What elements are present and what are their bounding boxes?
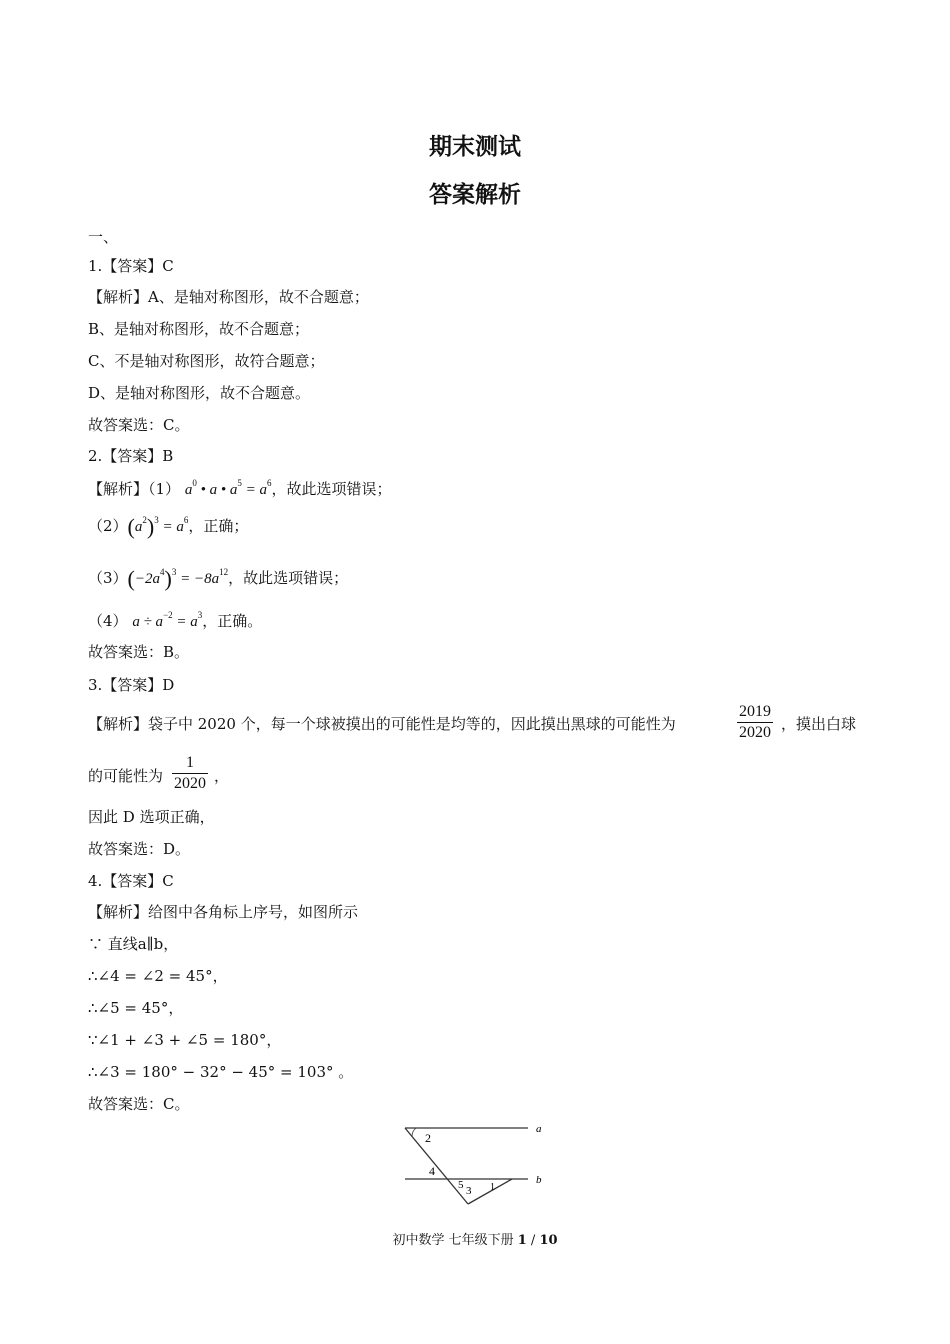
q2-line1: 【解析】（1） $a^0$ • a • $a^5 = a^6$，故此选项错误； bbox=[88, 478, 392, 498]
q4-line1: 【解析】给图中各角标上序号，如图所示 bbox=[88, 903, 359, 921]
q4-line4: ∴∠5 = 45°， bbox=[88, 999, 184, 1017]
q3-line1-text: 【解析】袋子中 2020 个，每一个球被摸出的可能性是均等的，因此摸出黑球的可能性为 bbox=[88, 715, 676, 733]
q1-line4: D、是轴对称图形，故不合题意。 bbox=[88, 384, 311, 402]
q2-line4: （4） $a \div a^{-2} = a^3$，正确。 bbox=[88, 610, 263, 630]
section-heading: 一、 bbox=[88, 228, 119, 246]
angle-5-label: 5 bbox=[458, 1179, 464, 1191]
q3-line2-tail: ， bbox=[214, 767, 230, 785]
angle-3-label: 3 bbox=[466, 1185, 472, 1197]
angle-2-label: 2 bbox=[425, 1131, 431, 1145]
q2-formula4: $a \div a^{-2} = a^3$ bbox=[132, 610, 203, 630]
fraction-black-ball: 2019 2020 bbox=[739, 703, 771, 741]
angle-1-label: 1 bbox=[490, 1182, 495, 1193]
q1-line3: C、不是轴对称图形，故符合题意； bbox=[88, 352, 325, 370]
q1-line2: B、是轴对称图形，故不合题意； bbox=[88, 320, 310, 338]
q2-line3: $(3)(-2a^4)^3 = -8a^{12}$，故此选项错误； bbox=[88, 566, 349, 591]
q3-line3: 因此 D 选项正确， bbox=[88, 808, 215, 826]
q2-line2: $(2)(a^2)^3 = a^6$，正确； bbox=[88, 514, 249, 539]
q4-line6: ∴∠3 = 180° − 32° − 45° = 103° 。 bbox=[88, 1063, 354, 1081]
q2-formula2: $(a^2)^3 = a^6$ bbox=[127, 514, 189, 539]
page-total: 10 bbox=[539, 1233, 558, 1248]
q1-line1: 【解析】A、是轴对称图形，故不合题意； bbox=[88, 288, 369, 306]
q2-formula1: $a^0$ • a • $a^5 = a^6$ bbox=[184, 478, 272, 498]
q4-line2: ∵ 直线a∥b， bbox=[88, 935, 179, 953]
q3-answer: 3.【答案】D bbox=[88, 676, 175, 694]
q4-line5: ∵∠1 + ∠3 + ∠5 = 180°， bbox=[88, 1031, 282, 1049]
page-subtitle: 答案解析 bbox=[429, 182, 521, 208]
angle-4-label: 4 bbox=[429, 1164, 435, 1178]
q3-line2-text: 的可能性为 bbox=[88, 767, 164, 785]
label-a: a bbox=[536, 1123, 542, 1135]
page-number: 1 bbox=[517, 1233, 527, 1248]
q2-line5: 故答案选：B。 bbox=[88, 643, 190, 661]
q2-formula3: $(-2a^4)^3 = -8a^{12}$ bbox=[127, 566, 229, 591]
page-footer: 初中数学 七年级下册 1 / 10 bbox=[392, 1233, 558, 1248]
transversal bbox=[405, 1128, 468, 1204]
parallel-lines-figure bbox=[400, 1120, 550, 1210]
fraction-white-ball: 1 2020 bbox=[174, 754, 206, 792]
page-title: 期末测试 bbox=[429, 134, 521, 160]
q4-answer: 4.【答案】C bbox=[88, 872, 174, 890]
label-b: b bbox=[536, 1174, 542, 1186]
q3-line4: 故答案选：D。 bbox=[88, 840, 191, 858]
q4-line3: ∴∠4 = ∠2 = 45°， bbox=[88, 967, 228, 985]
q1-answer: 1.【答案】C bbox=[88, 257, 174, 275]
q1-line5: 故答案选：C。 bbox=[88, 416, 190, 434]
q3-line1-tail: ，摸出白球 bbox=[781, 715, 857, 733]
q2-answer: 2.【答案】B bbox=[88, 447, 174, 465]
q4-line7: 故答案选：C。 bbox=[88, 1095, 190, 1113]
